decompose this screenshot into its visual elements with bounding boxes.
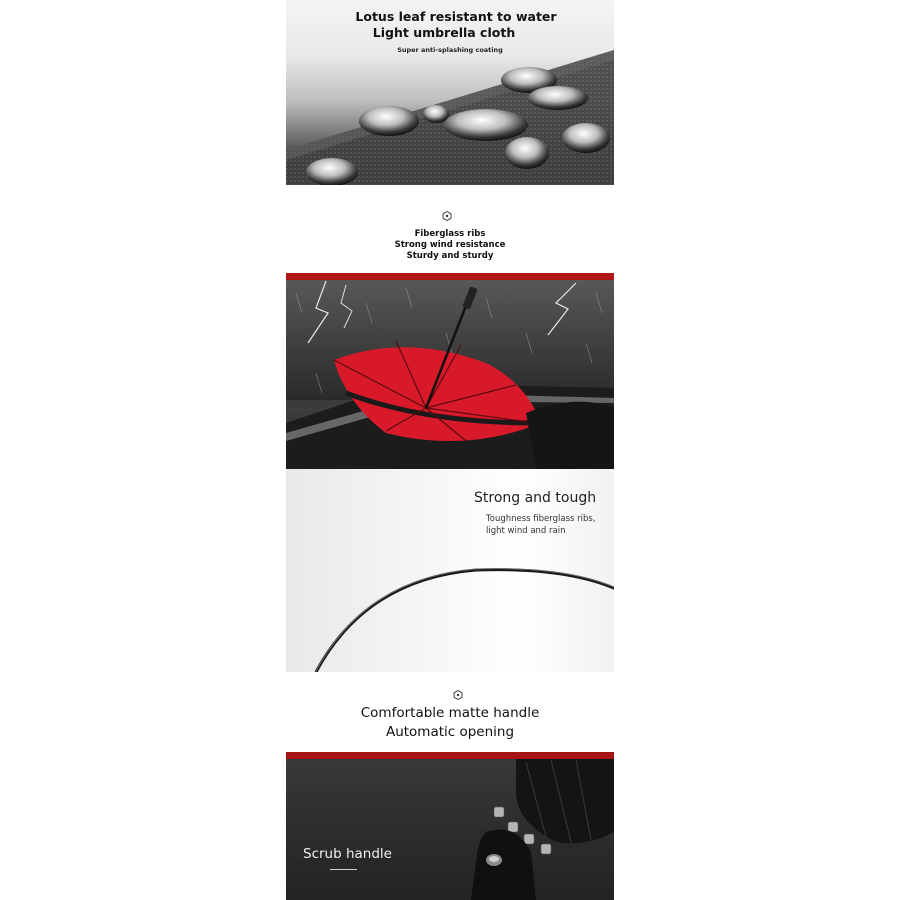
handle-line-2: Automatic opening	[385, 724, 515, 740]
fiberglass-line-2: Strong wind resistance	[394, 240, 506, 250]
storm-umbrella-image	[286, 273, 614, 469]
handle-line-1: Comfortable matte handle	[360, 705, 540, 721]
fiberglass-line-1: Fiberglass ribs	[414, 229, 486, 239]
fiberglass-line-3: Sturdy and sturdy	[406, 251, 494, 261]
scrub-handle-label: Scrub handle	[303, 846, 392, 862]
water-subtitle: Super anti-splashing coating	[397, 46, 503, 54]
handle-text-block	[286, 688, 614, 748]
tough-desc-line1: Toughness fiberglass ribs,	[486, 514, 596, 524]
fiberglass-text-block	[286, 205, 614, 267]
strong-tough-panel	[286, 469, 614, 672]
label-underline	[330, 869, 357, 870]
scrub-handle-image	[286, 752, 614, 900]
bent-rib-image	[286, 469, 614, 672]
water-title-line1: Lotus leaf resistant to water	[355, 9, 557, 24]
water-resistant-panel	[286, 0, 614, 185]
water-title-line2: Light umbrella cloth	[372, 25, 516, 40]
tough-heading: Strong and tough	[474, 490, 597, 506]
tough-desc-line2: light wind and rain	[486, 526, 566, 536]
